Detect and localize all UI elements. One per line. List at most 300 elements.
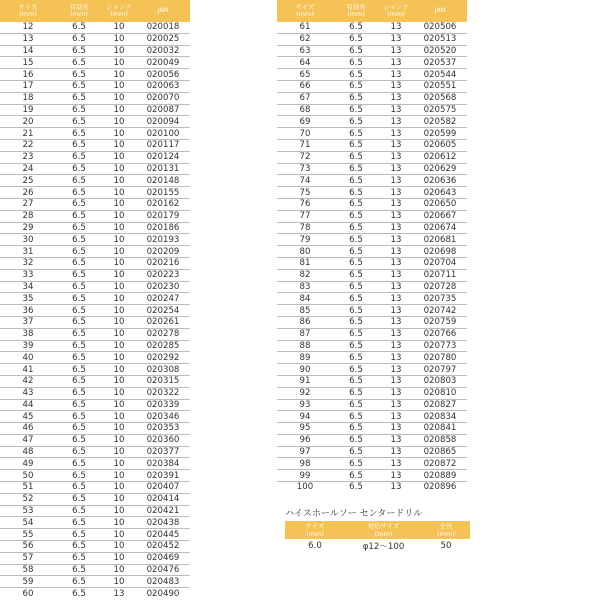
cell-effective-length: 6.5 <box>56 340 102 352</box>
cell-total-length: 50 <box>440 541 452 551</box>
cell-shank: 13 <box>379 446 413 458</box>
cell-size: 20 <box>0 116 56 128</box>
cell-size: 17 <box>0 80 56 92</box>
cell-jan: 020391 <box>136 470 190 482</box>
cell-size: 56 <box>0 541 56 553</box>
cell-effective-length: 6.5 <box>333 45 379 57</box>
cell-jan: 020452 <box>136 541 190 553</box>
cell-size: 59 <box>0 576 56 588</box>
cell-size: 74 <box>277 175 333 187</box>
table-row <box>277 458 467 470</box>
table-row <box>0 151 190 163</box>
cell-jan: 020186 <box>136 222 190 234</box>
cell-jan: 020674 <box>413 222 467 234</box>
cell-shank: 13 <box>379 187 413 199</box>
cell-shank: 13 <box>379 434 413 446</box>
cell-effective-length: 6.5 <box>56 316 102 328</box>
cell-shank: 13 <box>379 399 413 411</box>
cell-effective-length: 6.5 <box>56 458 102 470</box>
header-jan: JAN <box>136 0 190 22</box>
cell-size: 89 <box>277 352 333 364</box>
cell-shank: 10 <box>102 352 136 364</box>
cell-jan: 020476 <box>136 564 190 576</box>
cell-size: 45 <box>0 411 56 423</box>
cell-shank: 10 <box>102 116 136 128</box>
cell-effective-length: 6.5 <box>333 352 379 364</box>
table-row <box>0 576 190 588</box>
cell-shank: 10 <box>102 328 136 340</box>
cell-size: 80 <box>277 246 333 258</box>
cell-size: 76 <box>277 198 333 210</box>
table-row <box>277 281 467 293</box>
cell-effective-length: 6.5 <box>56 163 102 175</box>
cell-shank: 10 <box>102 45 136 57</box>
cell-jan: 020797 <box>413 364 467 376</box>
header-shank: シャンク (mm) <box>379 0 413 22</box>
cell-shank: 10 <box>102 210 136 222</box>
cell-jan: 020728 <box>413 281 467 293</box>
cell-size: 64 <box>277 57 333 69</box>
table-row <box>0 116 190 128</box>
cell-jan: 020544 <box>413 69 467 81</box>
cell-shank: 10 <box>102 458 136 470</box>
cell-jan: 020087 <box>136 104 190 116</box>
cell-shank: 13 <box>379 139 413 151</box>
cell-effective-length: 6.5 <box>333 375 379 387</box>
cell-jan: 020766 <box>413 328 467 340</box>
cell-size: 75 <box>277 187 333 199</box>
cell-size: 63 <box>277 45 333 57</box>
cell-effective-length: 6.5 <box>56 305 102 317</box>
cell-jan: 020483 <box>136 576 190 588</box>
table-row <box>0 92 190 104</box>
cell-size: 34 <box>0 281 56 293</box>
cell-shank: 13 <box>390 482 402 493</box>
cell-effective-length: 6.5 <box>56 281 102 293</box>
cell-size: 42 <box>0 375 56 387</box>
cell-size: 13 <box>0 33 56 45</box>
cell-effective-length: 6.5 <box>333 434 379 446</box>
table-row <box>277 482 467 493</box>
cell-size: 29 <box>0 222 56 234</box>
table-row <box>277 22 467 33</box>
cell-compatible-size: φ12〜100 <box>362 542 405 552</box>
cell-jan: 020209 <box>136 246 190 258</box>
cell-shank: 10 <box>102 564 136 576</box>
cell-effective-length: 6.5 <box>56 364 102 376</box>
cell-jan: 020278 <box>136 328 190 340</box>
cell-effective-length: 6.5 <box>56 116 102 128</box>
cell-size: 82 <box>277 269 333 281</box>
table-row <box>277 163 467 175</box>
cell-size: 65 <box>277 69 333 81</box>
cell-shank: 13 <box>113 588 125 599</box>
cell-jan: 020353 <box>136 423 190 435</box>
cell-jan: 020513 <box>413 33 467 45</box>
cell-size: 95 <box>277 423 333 435</box>
table-row <box>0 316 190 328</box>
cell-effective-length: 6.5 <box>333 281 379 293</box>
cell-jan: 020827 <box>413 399 467 411</box>
table-row <box>0 434 190 446</box>
cell-effective-length: 6.5 <box>333 458 379 470</box>
table-row <box>0 364 190 376</box>
cell-effective-length: 6.5 <box>333 305 379 317</box>
cell-shank: 10 <box>102 482 136 494</box>
table-row <box>0 517 190 529</box>
cell-shank: 13 <box>379 80 413 92</box>
cell-shank: 10 <box>102 305 136 317</box>
cell-effective-length: 6.5 <box>56 446 102 458</box>
cell-jan: 020384 <box>136 458 190 470</box>
cell-size: 33 <box>0 269 56 281</box>
hole-saw-center-drill-title: ハイスホールソー センタードリル <box>285 509 423 519</box>
cell-jan: 020643 <box>413 187 467 199</box>
cell-shank: 10 <box>102 517 136 529</box>
cell-size: 41 <box>0 364 56 376</box>
cell-jan: 020322 <box>136 387 190 399</box>
cell-jan: 020803 <box>413 375 467 387</box>
cell-size: 94 <box>277 411 333 423</box>
cell-jan: 020025 <box>136 33 190 45</box>
cell-shank: 10 <box>102 364 136 376</box>
table-row <box>0 22 190 33</box>
cell-size: 69 <box>277 116 333 128</box>
cell-jan: 020612 <box>413 151 467 163</box>
cell-effective-length: 6.5 <box>56 293 102 305</box>
cell-size: 46 <box>0 423 56 435</box>
cell-shank: 10 <box>102 57 136 69</box>
cell-size: 24 <box>0 163 56 175</box>
cell-shank: 13 <box>379 69 413 81</box>
cell-effective-length: 6.5 <box>56 434 102 446</box>
cell-effective-length: 6.5 <box>56 328 102 340</box>
cell-size: 58 <box>0 564 56 576</box>
cell-shank: 13 <box>379 128 413 140</box>
cell-shank: 13 <box>379 364 413 376</box>
cell-effective-length: 6.5 <box>56 269 102 281</box>
cell-effective-length: 6.5 <box>56 399 102 411</box>
cell-effective-length: 6.5 <box>333 116 379 128</box>
cell-effective-length: 6.5 <box>56 257 102 269</box>
cell-size: 48 <box>0 446 56 458</box>
cell-effective-length: 6.5 <box>56 423 102 435</box>
cell-shank: 10 <box>102 269 136 281</box>
cell-size: 93 <box>277 399 333 411</box>
cell-shank: 13 <box>379 387 413 399</box>
cell-size: 98 <box>277 458 333 470</box>
table-row <box>0 493 190 505</box>
cell-shank: 10 <box>102 423 136 435</box>
table-row <box>0 163 190 175</box>
cell-shank: 13 <box>379 175 413 187</box>
cell-effective-length: 6.5 <box>56 69 102 81</box>
table-row <box>0 588 190 599</box>
cell-effective-length: 6.5 <box>333 187 379 199</box>
cell-effective-length: 6.5 <box>333 364 379 376</box>
cell-jan: 020049 <box>136 57 190 69</box>
cell-size: 49 <box>0 458 56 470</box>
cell-jan: 020698 <box>413 246 467 258</box>
cell-jan: 020568 <box>413 92 467 104</box>
cell-effective-length: 6.5 <box>56 222 102 234</box>
header-shank: シャンク (mm) <box>102 0 136 22</box>
cell-shank: 13 <box>379 33 413 45</box>
cell-jan: 020490 <box>146 588 180 599</box>
table-row <box>277 92 467 104</box>
cell-effective-length: 6.5 <box>56 352 102 364</box>
cell-jan: 020773 <box>413 340 467 352</box>
cell-effective-length: 6.5 <box>56 198 102 210</box>
cell-shank: 10 <box>102 163 136 175</box>
cell-shank: 10 <box>102 541 136 553</box>
cell-jan: 020070 <box>136 92 190 104</box>
cell-shank: 10 <box>102 175 136 187</box>
table-row <box>277 257 467 269</box>
cell-jan: 020865 <box>413 446 467 458</box>
cell-shank: 13 <box>379 210 413 222</box>
hole-saw-spec-table <box>285 521 470 553</box>
table-row <box>277 33 467 45</box>
table-row <box>277 128 467 140</box>
cell-size: 52 <box>0 493 56 505</box>
cell-jan: 020056 <box>136 69 190 81</box>
cell-jan: 020339 <box>136 399 190 411</box>
table-row <box>277 246 467 258</box>
cell-effective-length: 6.5 <box>333 293 379 305</box>
cell-size: 40 <box>0 352 56 364</box>
cell-shank: 10 <box>102 187 136 199</box>
cell-effective-length: 6.5 <box>333 246 379 258</box>
cell-effective-length: 6.5 <box>56 57 102 69</box>
cell-shank: 10 <box>102 505 136 517</box>
cell-shank: 13 <box>379 222 413 234</box>
cell-shank: 13 <box>379 45 413 57</box>
cell-effective-length: 6.5 <box>333 340 379 352</box>
cell-jan: 020230 <box>136 281 190 293</box>
cell-effective-length: 6.5 <box>333 222 379 234</box>
cell-size: 21 <box>0 128 56 140</box>
cell-shank: 13 <box>379 234 413 246</box>
cell-size: 25 <box>0 175 56 187</box>
cell-jan: 020711 <box>413 269 467 281</box>
table-row <box>0 423 190 435</box>
cell-jan: 020018 <box>136 22 190 33</box>
cell-shank: 10 <box>102 552 136 564</box>
cell-jan: 020308 <box>136 364 190 376</box>
cell-effective-length: 6.5 <box>333 151 379 163</box>
cell-effective-length: 6.5 <box>56 210 102 222</box>
cell-effective-length: 6.5 <box>56 541 102 553</box>
cell-shank: 10 <box>102 222 136 234</box>
cell-effective-length: 6.5 <box>56 375 102 387</box>
cell-jan: 020520 <box>413 45 467 57</box>
cell-effective-length: 6.5 <box>333 328 379 340</box>
table-row <box>277 305 467 317</box>
cell-size: 67 <box>277 92 333 104</box>
cell-shank: 10 <box>102 234 136 246</box>
table-header-row <box>0 0 190 22</box>
table-row <box>277 222 467 234</box>
cell-shank: 10 <box>102 104 136 116</box>
cell-shank: 10 <box>102 246 136 258</box>
cell-shank: 13 <box>379 92 413 104</box>
table-row <box>0 139 190 151</box>
table-row <box>0 234 190 246</box>
table-row <box>0 293 190 305</box>
cell-shank: 13 <box>379 116 413 128</box>
table-row <box>0 128 190 140</box>
cell-size: 91 <box>277 375 333 387</box>
cell-size: 6.0 <box>308 541 322 551</box>
cell-jan: 020193 <box>136 234 190 246</box>
cell-jan: 020872 <box>413 458 467 470</box>
cell-size: 19 <box>0 104 56 116</box>
cell-shank: 10 <box>102 387 136 399</box>
table-row <box>277 104 467 116</box>
cell-shank: 10 <box>102 576 136 588</box>
cell-shank: 13 <box>379 198 413 210</box>
cell-shank: 10 <box>102 33 136 45</box>
table-row <box>277 57 467 69</box>
cell-jan: 020117 <box>136 139 190 151</box>
cell-jan: 020575 <box>413 104 467 116</box>
cell-shank: 13 <box>379 269 413 281</box>
cell-size: 66 <box>277 80 333 92</box>
cell-effective-length: 6.5 <box>56 564 102 576</box>
cell-effective-length: 6.5 <box>333 92 379 104</box>
table-row <box>277 116 467 128</box>
cell-shank: 13 <box>379 305 413 317</box>
cell-jan: 020216 <box>136 257 190 269</box>
cell-shank: 10 <box>102 139 136 151</box>
cell-size: 16 <box>0 69 56 81</box>
cell-size: 86 <box>277 316 333 328</box>
table-row <box>0 57 190 69</box>
cell-jan: 020636 <box>413 175 467 187</box>
cell-jan: 020889 <box>413 470 467 482</box>
table-row <box>277 328 467 340</box>
table-row <box>277 45 467 57</box>
cell-jan: 020650 <box>413 198 467 210</box>
cell-size: 77 <box>277 210 333 222</box>
cell-shank: 13 <box>379 411 413 423</box>
cell-effective-length: 6.5 <box>333 139 379 151</box>
cell-size: 30 <box>0 234 56 246</box>
table-row <box>277 187 467 199</box>
cell-effective-length: 6.5 <box>333 470 379 482</box>
table-row <box>277 470 467 482</box>
table-row <box>277 316 467 328</box>
table-row <box>0 281 190 293</box>
cell-effective-length: 6.5 <box>56 45 102 57</box>
cell-jan: 020346 <box>136 411 190 423</box>
cell-jan: 020551 <box>413 80 467 92</box>
cell-effective-length: 6.5 <box>56 80 102 92</box>
table-row <box>277 364 467 376</box>
cell-jan: 020155 <box>136 187 190 199</box>
cell-effective-length: 6.5 <box>56 92 102 104</box>
cell-jan: 020315 <box>136 375 190 387</box>
cell-size: 27 <box>0 198 56 210</box>
cell-shank: 10 <box>102 375 136 387</box>
cell-shank: 10 <box>102 411 136 423</box>
table-row <box>277 210 467 222</box>
cell-size: 14 <box>0 45 56 57</box>
cell-jan: 020179 <box>136 210 190 222</box>
cell-effective-length: 6.5 <box>56 234 102 246</box>
table-row <box>0 399 190 411</box>
cell-jan: 020681 <box>413 234 467 246</box>
cell-size: 96 <box>277 434 333 446</box>
cell-jan: 020742 <box>413 305 467 317</box>
cell-shank: 10 <box>102 446 136 458</box>
table-row <box>0 340 190 352</box>
cell-effective-length: 6.5 <box>333 269 379 281</box>
table-row <box>277 387 467 399</box>
cell-size: 87 <box>277 328 333 340</box>
cell-size: 32 <box>0 257 56 269</box>
cell-effective-length: 6.5 <box>333 80 379 92</box>
cell-effective-length: 6.5 <box>333 163 379 175</box>
cell-shank: 10 <box>102 529 136 541</box>
cell-shank: 13 <box>379 375 413 387</box>
table-row <box>277 423 467 435</box>
cell-size: 44 <box>0 399 56 411</box>
cell-shank: 10 <box>102 151 136 163</box>
cell-effective-length: 6.5 <box>56 175 102 187</box>
table-row <box>0 328 190 340</box>
cell-effective-length: 6.5 <box>56 552 102 564</box>
table-row <box>0 470 190 482</box>
cell-jan: 020063 <box>136 80 190 92</box>
header-size: サイズ (mm) <box>0 0 56 22</box>
cell-size: 57 <box>0 552 56 564</box>
cell-size: 54 <box>0 517 56 529</box>
cell-jan: 020469 <box>136 552 190 564</box>
cell-size: 83 <box>277 281 333 293</box>
table-row <box>285 539 470 553</box>
cell-shank: 13 <box>379 293 413 305</box>
table-row <box>277 151 467 163</box>
table-row <box>277 69 467 81</box>
cell-size: 62 <box>277 33 333 45</box>
cell-effective-length: 6.5 <box>56 33 102 45</box>
cell-effective-length: 6.5 <box>333 128 379 140</box>
cell-shank: 13 <box>379 423 413 435</box>
cell-shank: 13 <box>379 22 413 33</box>
cell-size: 88 <box>277 340 333 352</box>
cell-shank: 13 <box>379 316 413 328</box>
table-row <box>0 45 190 57</box>
table-row <box>0 33 190 45</box>
table-row <box>277 269 467 281</box>
cell-size: 71 <box>277 139 333 151</box>
cell-effective-length: 6.5 <box>56 505 102 517</box>
table-row <box>277 80 467 92</box>
cell-shank: 10 <box>102 92 136 104</box>
cell-jan: 020810 <box>413 387 467 399</box>
cell-jan: 020605 <box>413 139 467 151</box>
right-table-body <box>277 22 467 493</box>
cell-size: 81 <box>277 257 333 269</box>
table-row <box>0 305 190 317</box>
cell-size: 43 <box>0 387 56 399</box>
cell-size: 28 <box>0 210 56 222</box>
table-row <box>277 175 467 187</box>
cell-shank: 13 <box>379 57 413 69</box>
cell-effective-length: 6.5 <box>56 139 102 151</box>
